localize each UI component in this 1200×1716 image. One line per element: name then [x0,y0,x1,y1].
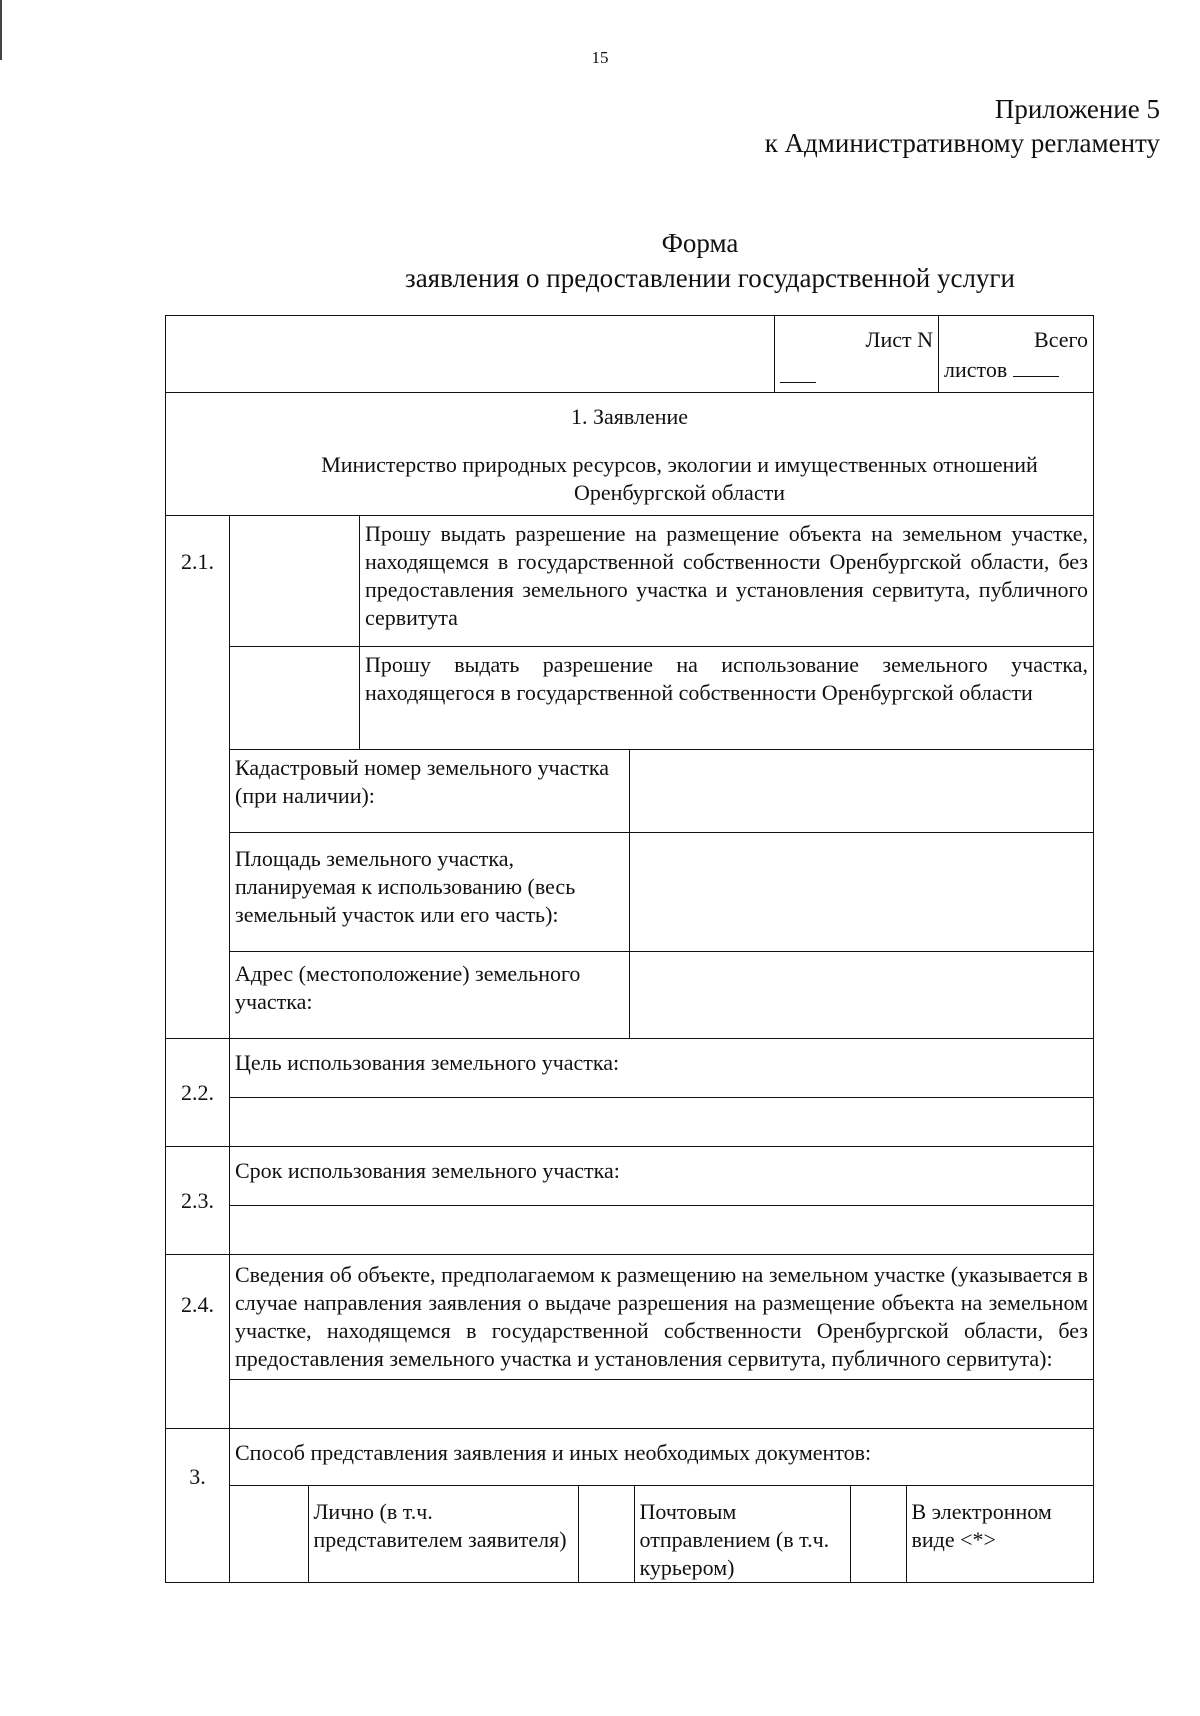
total-sheets-field[interactable] [1013,376,1059,377]
option-placement-checkbox[interactable] [230,516,360,647]
cadastral-row [166,750,1094,833]
section-1-row [166,393,1094,516]
purpose-label: Цель использования земельного участка: [230,1039,1094,1098]
area-row [166,833,1094,952]
method-mail-checkbox[interactable] [578,1486,634,1582]
method-electronic-label: В электронном виде <*> [906,1486,1093,1582]
form-title-line1: Форма [661,228,739,258]
submission-methods-row [166,1486,1094,1583]
section-2-2-number: 2.2. [166,1039,230,1147]
appendix-reference: к Административному регламенту [764,128,1160,158]
option-usage-text: Прошу выдать разрешение на использование земельного участка, находящегося в государственной собственности Оренбургской области [360,647,1094,750]
area-label: Площадь земельного участка, планируемая к использованию (весь земельный участок или его часть): [230,833,630,952]
submission-methods-cell [230,1486,1094,1583]
area-input[interactable] [630,833,1094,952]
form-title [300,226,1100,296]
form-title-line2: заявления о предоставлении государственной услуги [405,263,1015,293]
address-input[interactable] [630,952,1094,1039]
appendix-number: Приложение 5 [994,94,1160,124]
option-usage-row [166,647,1094,750]
section-1-title: 1. Заявление [570,404,689,429]
submission-method-label-row [166,1429,1094,1486]
sheet-number-cell [775,316,939,393]
purpose-input[interactable] [230,1098,1094,1147]
option-placement-row [166,516,1094,647]
address-row [166,952,1094,1039]
section-3-number: 3. [166,1429,230,1583]
term-input[interactable] [230,1206,1094,1255]
application-form-table [165,315,1094,1583]
option-usage-checkbox[interactable] [230,647,360,750]
object-info-input-row [166,1380,1094,1429]
page-number: 15 [591,48,609,67]
cadastral-input[interactable] [630,750,1094,833]
purpose-label-row [166,1039,1094,1098]
total-sheets-label: Всего [1034,327,1088,352]
method-in-person-label: Лично (в т.ч. представителем заявителя) [308,1486,578,1582]
method-electronic-checkbox[interactable] [850,1486,906,1582]
sheet-header-row [166,316,1094,393]
method-mail-label: Почтовым отправлением (в т.ч. курьером) [634,1486,850,1582]
option-placement-text: Прошу выдать разрешение на размещение объекта на земельном участке, находящемся в государственной собственности Оренбургской области, без предоставления земельного участка и установления сервитута, публичного сервитута [360,516,1094,647]
sheet-number-label: Лист N [865,327,933,352]
submission-methods-table [230,1486,1093,1582]
section-2-4-number: 2.4. [166,1255,230,1429]
purpose-input-row [166,1098,1094,1147]
term-label-row [166,1147,1094,1206]
object-info-input[interactable] [230,1380,1094,1429]
appendix-heading [765,92,1160,160]
total-sheets-cell [939,316,1094,393]
section-2-3-number: 2.3. [166,1147,230,1255]
section-2-1-number: 2.1. [166,516,230,1039]
cadastral-label: Кадастровый номер земельного участка (при наличии): [230,750,630,833]
section-1-cell [166,393,1094,516]
object-info-label: Сведения об объекте, предполагаемом к размещению на земельном участке (указывается в случае направления заявления о выдаче разрешения на размещение объекта на земельном участке, находящемся в государственной собственности Оренбургской области, без предоставления земельного участка и установления сервитута, публичного сервитута): [230,1255,1094,1380]
method-in-person-checkbox[interactable] [230,1486,308,1582]
total-sheets-sublabel: листов [944,357,1008,382]
sheet-number-field[interactable] [780,382,816,383]
header-blank-cell[interactable] [166,316,775,393]
submission-method-label: Способ представления заявления и иных необходимых документов: [230,1429,1094,1486]
term-input-row [166,1206,1094,1255]
term-label: Срок использования земельного участка: [230,1147,1094,1206]
ministry-name: Министерство природных ресурсов, экологии и имущественных отношений Оренбургской области [321,452,1038,505]
object-info-label-row [166,1255,1094,1380]
address-label: Адрес (местоположение) земельного участка: [230,952,630,1039]
